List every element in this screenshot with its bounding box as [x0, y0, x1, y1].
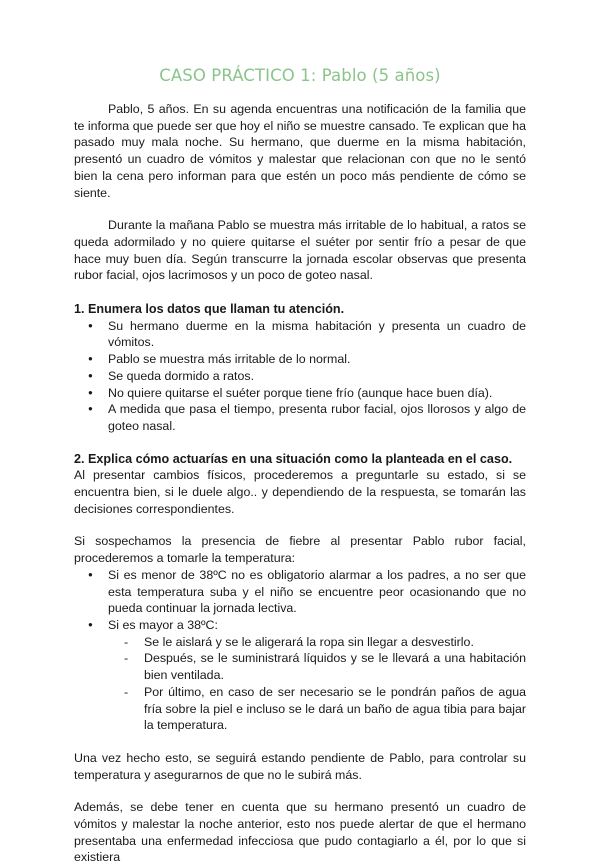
list-item: ● Su hermano duerme en la misma habitación y presenta un cuadro de vómitos.: [74, 318, 526, 351]
question-1-heading: 1. Enumera los datos que llaman tu atención.: [74, 302, 345, 317]
answer-paragraph-3: Una vez hecho esto, se seguirá estando pendiente de Pablo, para controlar su temperatura y asegurarnos de que no le subirá más.: [74, 750, 526, 782]
list-item: ● A medida que pasa el tiempo, presenta rubor facial, ojos llorosos y algo de goteo nasal.: [74, 401, 526, 434]
list-item: - Se le aislará y se le aligerará la ropa sin llegar a desvestirlo.: [74, 634, 526, 651]
list-item: - Después, se le suministrará líquidos y se le llevará a una habitación bien ventilada.: [74, 650, 526, 683]
question-1-list: [74, 318, 526, 435]
answer-paragraph-2: Si sospechamos la presencia de fiebre al presentar Pablo rubor facial, procederemos a tomarle la temperatura:: [74, 534, 526, 566]
list-item: ● Si es menor de 38ºC no es obligatorio alarmar a los padres, a no ser que esta temperatura suba y el niño se encuentre peor ocasionando que no pueda continuar la jornada lectiva.: [74, 567, 526, 617]
list-item: [74, 617, 526, 734]
answer-paragraph-4: Además, se debe tener en cuenta que su hermano presentó un cuadro de vómitos y malestar la noche anterior, esto nos puede alertar de que el hermano presentaba una enfermedad infecciosa que pudo contagiarlo a él, por lo que si existiera: [74, 800, 526, 865]
list-item: ● No quiere quitarse el suéter porque tiene frío (aunque hace buen día).: [74, 385, 526, 402]
answer-paragraph-1: Al presentar cambios físicos, procederemos a preguntarle su estado, si se encuentra bien, si le duele algo.. y dependiendo de la respuesta, se tomarán las decisiones correspondientes.: [74, 468, 526, 516]
list-item-label: Si es mayor a 38ºC:: [108, 617, 218, 632]
list-item: - Por último, en caso de ser necesario se le pondrán paños de agua fría sobre la piel e incluso se le dará un baño de agua tibia para bajar la temperatura.: [74, 684, 526, 734]
fever-steps-list: [74, 634, 526, 734]
question-2-heading: 2. Explica cómo actuarías en una situación como la planteada en el caso.: [74, 451, 513, 466]
list-item: ● Se queda dormido a ratos.: [74, 368, 526, 385]
intro-paragraph-2: Durante la mañana Pablo se muestra más irritable de lo habitual, a ratos se queda adormilado y no quiere quitarse el suéter por sentir frío a pesar de que hace muy buen día. Según transcurre la jornada escolar observas que presenta rubor facial, ojos lacrimosos y un poco de goteo nasal.: [74, 218, 526, 283]
case-title: CASO PRÁCTICO 1: Pablo (5 años): [159, 66, 441, 85]
list-item: ● Pablo se muestra más irritable de lo normal.: [74, 351, 526, 368]
temperature-list: [74, 567, 526, 734]
intro-paragraph-1: Pablo, 5 años. En su agenda encuentras una notificación de la familia que te informa que puede ser que hoy el niño se muestre cansado. Te explican que ha pasado muy mala noche. Su hermano, que duerme en la misma habitación, presentó un cuadro de vómitos y malestar que relacionan con que no le sentó bien la cena pero informan para que estén un poco más pendiente de cómo se siente.: [74, 102, 526, 200]
